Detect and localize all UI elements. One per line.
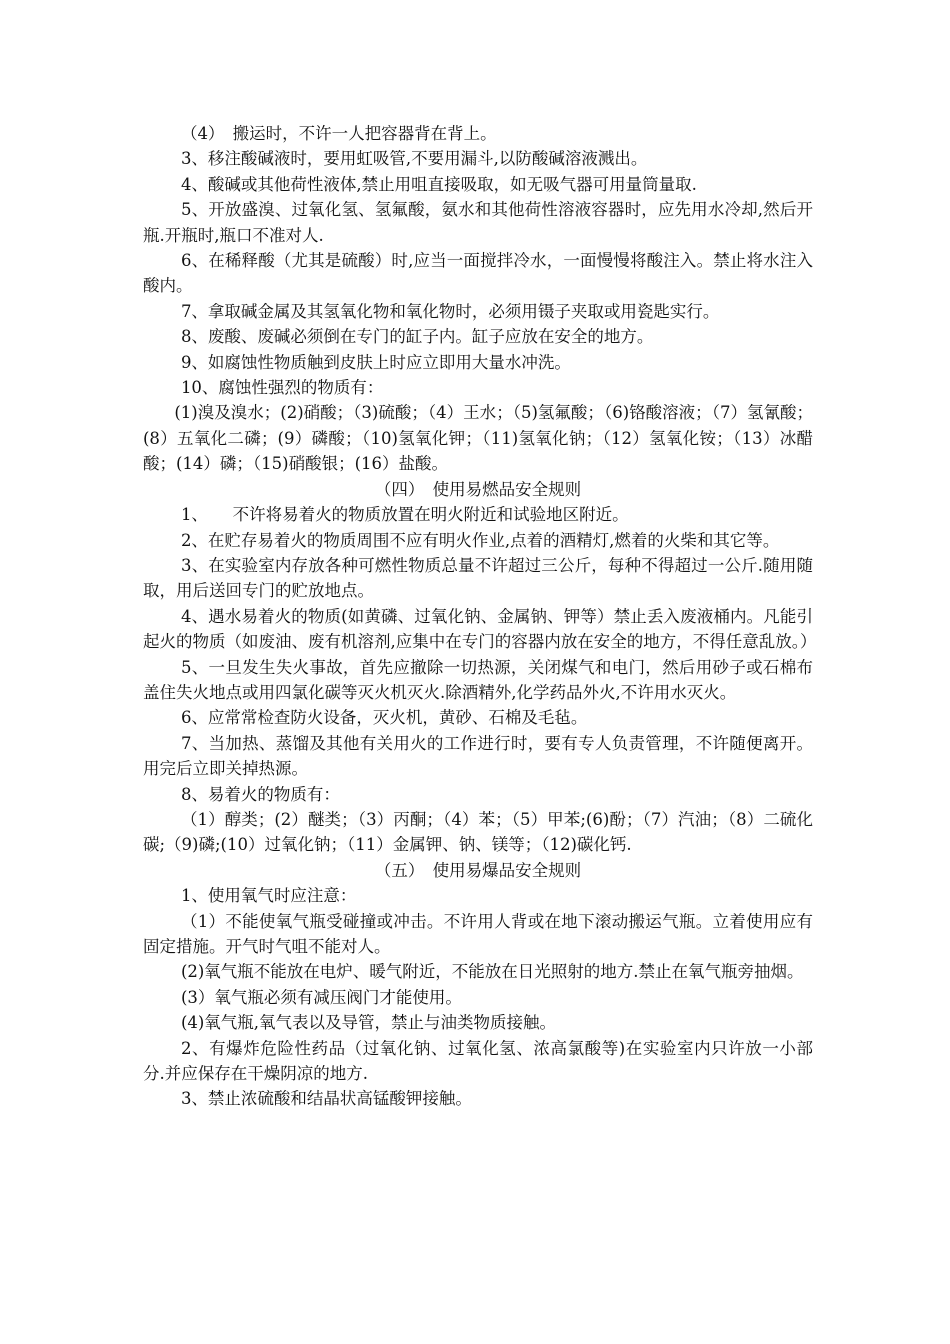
paragraph: 10、腐蚀性强烈的物质有： xyxy=(180,378,384,398)
paragraph: 5、一旦发生失火事故，首先应撤除一切热源，关闭煤气和电门，然后用砂子或石棉布盖住失火地点或用四氯化碳等灭火机灭火.除酒精外,化学药品外火,不许用水灭火。 xyxy=(143,657,813,702)
paragraph: 3、在实验室内存放各种可燃性物质总量不许超过三公斤，每种不得超过一公斤.随用随取，用后送回专门的贮放地点。 xyxy=(143,555,813,601)
paragraph: 3、禁止浓硫酸和结晶状高锰酸钾接触。 xyxy=(180,1089,472,1109)
paragraph: （1）醇类；(2）醚类；（3）丙酮；（4）苯；（5）甲苯;(6)酚；（7）汽油；（8）二硫化碳;（9)磷;(10）过氧化钠；（11）金属钾、钠、镁等；（12)碳化钙. xyxy=(143,809,813,855)
paragraph: 1、 不许将易着火的物质放置在明火附近和试验地区附近。 xyxy=(180,505,629,525)
paragraph: 1、使用氧气时应注意： xyxy=(180,886,357,906)
section-heading: （五） 使用易爆品安全规则 xyxy=(374,860,582,880)
paragraph: 7、当加热、蒸馏及其他有关用火的工作进行时，要有专人负责管理，不许随便离开。用完后立即关掉热源。 xyxy=(143,733,813,779)
paragraph: 3、移注酸碱液时，要用虹吸管,不要用漏斗,以防酸碱溶液溅出。 xyxy=(180,149,648,169)
paragraph: 4、酸碱或其他荷性液体,禁止用咀直接吸取，如无吸气器可用量筒量取. xyxy=(180,174,697,194)
paragraph: (2)氧气瓶不能放在电炉、暖气附近，不能放在日光照射的地方.禁止在氧气瓶旁抽烟。 xyxy=(180,962,804,982)
paragraph: 8、易着火的物质有： xyxy=(180,784,340,804)
paragraph: 2、在贮存易着火的物质周围不应有明火作业,点着的酒精灯,燃着的火柴和其它等。 xyxy=(180,530,780,550)
document-page xyxy=(143,121,817,1112)
paragraph: 6、在稀释酸（尤其是硫酸）时,应当一面搅拌冷水，一面慢慢将酸注入。禁止将水注入酸内。 xyxy=(143,251,813,296)
paragraph: 8、废酸、废碱必须倒在专门的缸子内。缸子应放在安全的地方。 xyxy=(180,327,654,347)
paragraph: （1）不能使氧气瓶受碰撞或冲击。不许用人背或在地下滚动搬运气瓶。立着使用应有固定措施。开气时气咀不能对人。 xyxy=(143,911,813,956)
paragraph: （4） 搬运时，不许一人把容器背在背上。 xyxy=(180,124,497,143)
paragraph: 6、应常常检查防火设备，灭火机，黄砂、石棉及毛毡。 xyxy=(180,708,588,728)
paragraph: 5、开放盛溴、过氧化氢、氢氟酸，氨水和其他荷性溶液容器时，应先用水冷却,然后开瓶.开瓶时,瓶口不准对人. xyxy=(143,200,813,245)
section-heading: （四） 使用易燃品安全规则 xyxy=(374,479,582,499)
paragraph: 2、有爆炸危险性药品（过氧化钠、过氧化氢、浓高氯酸等)在实验室内只许放一小部分.并应保存在干燥阴凉的地方. xyxy=(143,1038,813,1084)
paragraph: 4、遇水易着火的物质(如黄磷、过氧化钠、金属钠、钾等）禁止丢入废液桶内。凡能引起火的物质（如废油、废有机溶剂,应集中在专门的容器内放在安全的地方，不得任意乱放。） xyxy=(143,606,817,652)
paragraph: (4)氧气瓶,氧气表以及导管，禁止与油类物质接触。 xyxy=(180,1013,557,1033)
paragraph: (3）氧气瓶必须有减压阀门才能使用。 xyxy=(180,987,462,1007)
paragraph: 9、如腐蚀性物质触到皮肤上时应立即用大量水冲洗。 xyxy=(180,352,571,372)
paragraph: (1)溴及溴水；(2)硝酸；（3)硫酸；（4）王水；（5)氢氟酸；（6)铬酸溶液；（7）氢氰酸；(8）五氧化二磷；(9）磷酸；（10)氢氧化钾；（11)氢氧化钠；（12）氢氧化铵；（13）冰醋酸；(14）磷；（15)硝酸银；(16）盐酸。 xyxy=(143,403,813,474)
paragraph: 7、拿取碱金属及其氢氧化物和氧化物时，必须用镊子夹取或用瓷匙实行。 xyxy=(180,301,720,321)
